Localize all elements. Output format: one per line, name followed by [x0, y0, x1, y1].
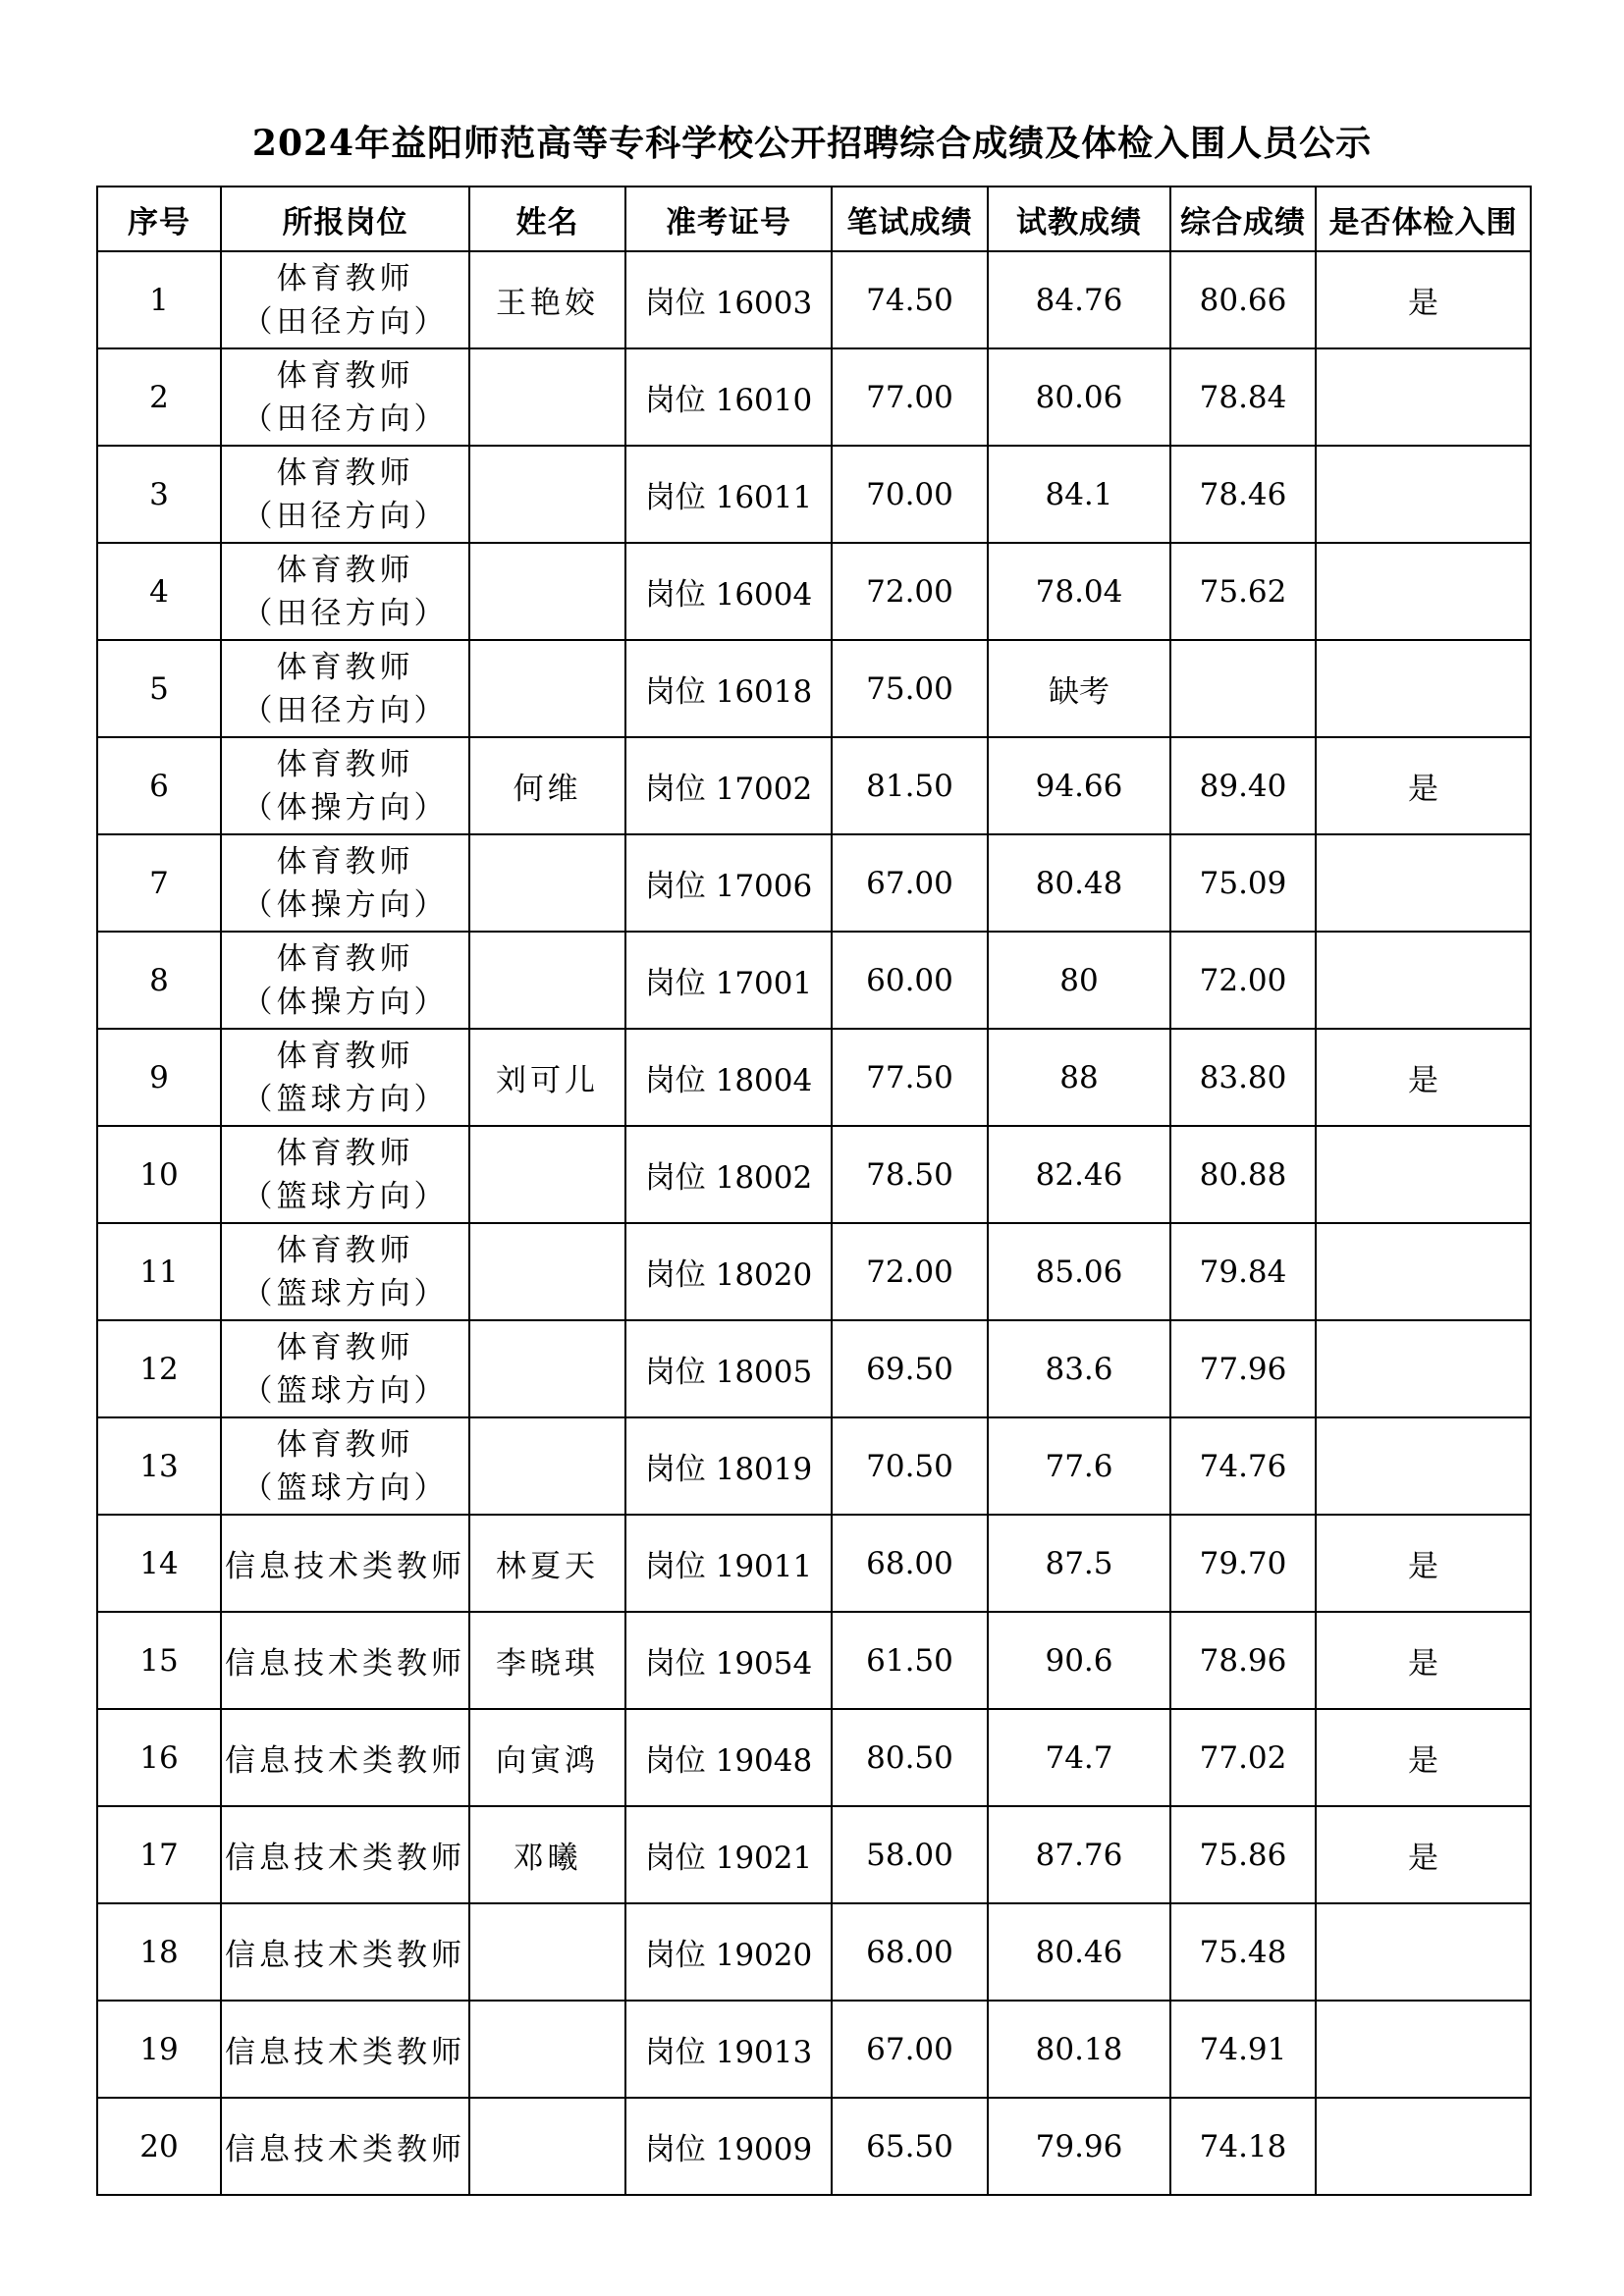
cell-no: 5 [97, 640, 221, 737]
cell-total-score: 74.76 [1170, 1417, 1316, 1515]
post-line: （体操方向） [242, 886, 449, 923]
cell-exam-id: 岗位 19021 [625, 1806, 832, 1903]
cell-total-score: 77.96 [1170, 1320, 1316, 1417]
cell-total-score: 78.84 [1170, 348, 1316, 446]
cell-post [221, 737, 469, 834]
post-line: （篮球方向） [242, 1178, 449, 1214]
cell-trial-score: 88 [988, 1029, 1170, 1126]
cell-no: 2 [97, 348, 221, 446]
cell-total-score: 80.88 [1170, 1126, 1316, 1223]
table-row [97, 932, 1531, 1029]
table-header-row [97, 187, 1531, 251]
table-row [97, 446, 1531, 543]
post-line: （篮球方向） [242, 1275, 449, 1311]
cell-total-score: 74.91 [1170, 2001, 1316, 2098]
cell-trial-score: 82.46 [988, 1126, 1170, 1223]
cell-trial-score: 84.1 [988, 446, 1170, 543]
cell-name: 何维 [469, 737, 625, 834]
cell-exam-id: 岗位 19048 [625, 1709, 832, 1806]
cell-name [469, 446, 625, 543]
cell-name [469, 1903, 625, 2001]
table-row [97, 1612, 1531, 1709]
cell-name [469, 348, 625, 446]
post-line: （体操方向） [242, 984, 449, 1020]
post-line: 体育教师 [276, 1426, 414, 1463]
cell-name: 林夏天 [469, 1515, 625, 1612]
header-post: 所报岗位 [221, 187, 469, 251]
cell-no: 1 [97, 251, 221, 348]
table-row [97, 1126, 1531, 1223]
cell-written-score: 60.00 [832, 932, 988, 1029]
post-line: 体育教师 [276, 357, 414, 394]
cell-no: 11 [97, 1223, 221, 1320]
cell-name [469, 1417, 625, 1515]
cell-total-score: 74.18 [1170, 2098, 1316, 2195]
cell-no: 19 [97, 2001, 221, 2098]
cell-qualified [1316, 1126, 1531, 1223]
post-line: 体育教师 [276, 746, 414, 782]
cell-post [221, 446, 469, 543]
cell-trial-score: 87.5 [988, 1515, 1170, 1612]
cell-no: 10 [97, 1126, 221, 1223]
cell-exam-id: 岗位 16011 [625, 446, 832, 543]
cell-total-score: 78.46 [1170, 446, 1316, 543]
cell-exam-id: 岗位 19054 [625, 1612, 832, 1709]
cell-name: 向寅鸿 [469, 1709, 625, 1806]
cell-exam-id: 岗位 16010 [625, 348, 832, 446]
cell-trial-score: 77.6 [988, 1417, 1170, 1515]
cell-exam-id: 岗位 16003 [625, 251, 832, 348]
cell-name [469, 640, 625, 737]
cell-total-score [1170, 640, 1316, 737]
table-row [97, 1223, 1531, 1320]
cell-written-score: 72.00 [832, 543, 988, 640]
cell-trial-score: 80.06 [988, 348, 1170, 446]
cell-qualified: 是 [1316, 1806, 1531, 1903]
header-exam-id: 准考证号 [625, 187, 832, 251]
cell-name: 刘可儿 [469, 1029, 625, 1126]
post-line: （篮球方向） [242, 1469, 449, 1506]
cell-trial-score: 83.6 [988, 1320, 1170, 1417]
post-line: 体育教师 [276, 454, 414, 491]
cell-qualified [1316, 1223, 1531, 1320]
cell-trial-score: 74.7 [988, 1709, 1170, 1806]
post-line: 体育教师 [276, 260, 414, 296]
post-line: 体育教师 [276, 1135, 414, 1171]
cell-written-score: 68.00 [832, 1515, 988, 1612]
cell-total-score: 80.66 [1170, 251, 1316, 348]
table-row [97, 1417, 1531, 1515]
cell-total-score: 75.62 [1170, 543, 1316, 640]
cell-written-score: 67.00 [832, 834, 988, 932]
cell-trial-score: 78.04 [988, 543, 1170, 640]
cell-qualified [1316, 2001, 1531, 2098]
cell-qualified: 是 [1316, 1029, 1531, 1126]
header-name: 姓名 [469, 187, 625, 251]
cell-name: 李晓琪 [469, 1612, 625, 1709]
cell-total-score: 75.86 [1170, 1806, 1316, 1903]
cell-no: 3 [97, 446, 221, 543]
cell-trial-score: 85.06 [988, 1223, 1170, 1320]
post-line: 体育教师 [276, 843, 414, 880]
cell-written-score: 65.50 [832, 2098, 988, 2195]
cell-no: 7 [97, 834, 221, 932]
cell-post [221, 251, 469, 348]
cell-written-score: 81.50 [832, 737, 988, 834]
cell-total-score: 77.02 [1170, 1709, 1316, 1806]
cell-total-score: 78.96 [1170, 1612, 1316, 1709]
cell-qualified [1316, 348, 1531, 446]
post-line: （体操方向） [242, 789, 449, 826]
cell-post [221, 1417, 469, 1515]
cell-written-score: 77.50 [832, 1029, 988, 1126]
cell-trial-score: 87.76 [988, 1806, 1170, 1903]
cell-post [221, 834, 469, 932]
table-row [97, 543, 1531, 640]
cell-no: 12 [97, 1320, 221, 1417]
cell-trial-score: 80.18 [988, 2001, 1170, 2098]
cell-written-score: 58.00 [832, 1806, 988, 1903]
cell-name [469, 1320, 625, 1417]
cell-written-score: 78.50 [832, 1126, 988, 1223]
cell-qualified [1316, 2098, 1531, 2195]
cell-no: 16 [97, 1709, 221, 1806]
cell-post [221, 1029, 469, 1126]
cell-name [469, 834, 625, 932]
cell-name [469, 1126, 625, 1223]
cell-written-score: 74.50 [832, 251, 988, 348]
table-row [97, 251, 1531, 348]
cell-written-score: 72.00 [832, 1223, 988, 1320]
cell-post [221, 543, 469, 640]
cell-post: 信息技术类教师 [221, 1612, 469, 1709]
cell-exam-id: 岗位 17006 [625, 834, 832, 932]
header-qualified: 是否体检入围 [1316, 187, 1531, 251]
cell-qualified [1316, 640, 1531, 737]
table-row [97, 1903, 1531, 2001]
cell-post [221, 640, 469, 737]
cell-post [221, 1223, 469, 1320]
cell-qualified [1316, 834, 1531, 932]
cell-qualified [1316, 932, 1531, 1029]
cell-trial-score: 94.66 [988, 737, 1170, 834]
cell-exam-id: 岗位 17002 [625, 737, 832, 834]
cell-trial-score: 80 [988, 932, 1170, 1029]
cell-no: 15 [97, 1612, 221, 1709]
cell-no: 8 [97, 932, 221, 1029]
cell-name [469, 543, 625, 640]
cell-qualified: 是 [1316, 1515, 1531, 1612]
cell-exam-id: 岗位 19020 [625, 1903, 832, 2001]
cell-exam-id: 岗位 19013 [625, 2001, 832, 2098]
cell-trial-score: 80.46 [988, 1903, 1170, 2001]
cell-exam-id: 岗位 16018 [625, 640, 832, 737]
cell-post [221, 932, 469, 1029]
cell-written-score: 61.50 [832, 1612, 988, 1709]
table-row [97, 640, 1531, 737]
cell-no: 6 [97, 737, 221, 834]
cell-written-score: 77.00 [832, 348, 988, 446]
cell-no: 18 [97, 1903, 221, 2001]
cell-total-score: 79.70 [1170, 1515, 1316, 1612]
cell-total-score: 79.84 [1170, 1223, 1316, 1320]
table-row [97, 1320, 1531, 1417]
cell-post: 信息技术类教师 [221, 2098, 469, 2195]
table-row [97, 1709, 1531, 1806]
cell-written-score: 75.00 [832, 640, 988, 737]
cell-exam-id: 岗位 18004 [625, 1029, 832, 1126]
cell-post [221, 348, 469, 446]
cell-exam-id: 岗位 18002 [625, 1126, 832, 1223]
header-trial-score: 试教成绩 [988, 187, 1170, 251]
cell-trial-score: 缺考 [988, 640, 1170, 737]
cell-trial-score: 79.96 [988, 2098, 1170, 2195]
table-row [97, 2001, 1531, 2098]
cell-no: 20 [97, 2098, 221, 2195]
cell-exam-id: 岗位 18020 [625, 1223, 832, 1320]
cell-written-score: 70.50 [832, 1417, 988, 1515]
cell-total-score: 75.09 [1170, 834, 1316, 932]
post-line: （田径方向） [242, 303, 449, 340]
post-line: 体育教师 [276, 940, 414, 977]
cell-qualified: 是 [1316, 1709, 1531, 1806]
post-line: （田径方向） [242, 595, 449, 631]
header-total-score: 综合成绩 [1170, 187, 1316, 251]
cell-no: 9 [97, 1029, 221, 1126]
cell-total-score: 83.80 [1170, 1029, 1316, 1126]
cell-qualified [1316, 543, 1531, 640]
cell-qualified [1316, 1320, 1531, 1417]
cell-name [469, 932, 625, 1029]
post-line: （篮球方向） [242, 1081, 449, 1117]
cell-post: 信息技术类教师 [221, 1709, 469, 1806]
post-line: 体育教师 [276, 1329, 414, 1365]
cell-written-score: 70.00 [832, 446, 988, 543]
cell-written-score: 67.00 [832, 2001, 988, 2098]
cell-no: 13 [97, 1417, 221, 1515]
cell-post [221, 1320, 469, 1417]
cell-qualified [1316, 446, 1531, 543]
post-line: （田径方向） [242, 498, 449, 534]
cell-qualified [1316, 1903, 1531, 2001]
cell-qualified: 是 [1316, 1612, 1531, 1709]
table-row [97, 348, 1531, 446]
cell-no: 17 [97, 1806, 221, 1903]
cell-name [469, 1223, 625, 1320]
cell-qualified: 是 [1316, 737, 1531, 834]
cell-name: 王艳姣 [469, 251, 625, 348]
post-line: 体育教师 [276, 1232, 414, 1268]
cell-post: 信息技术类教师 [221, 1515, 469, 1612]
cell-post: 信息技术类教师 [221, 1806, 469, 1903]
cell-exam-id: 岗位 19011 [625, 1515, 832, 1612]
cell-name [469, 2001, 625, 2098]
cell-post [221, 1126, 469, 1223]
post-line: （篮球方向） [242, 1372, 449, 1409]
cell-total-score: 75.48 [1170, 1903, 1316, 2001]
post-line: （田径方向） [242, 400, 449, 437]
header-written-score: 笔试成绩 [832, 187, 988, 251]
cell-qualified: 是 [1316, 251, 1531, 348]
cell-exam-id: 岗位 19009 [625, 2098, 832, 2195]
cell-total-score: 89.40 [1170, 737, 1316, 834]
cell-post: 信息技术类教师 [221, 1903, 469, 2001]
table-body [97, 251, 1531, 2195]
cell-exam-id: 岗位 18005 [625, 1320, 832, 1417]
cell-trial-score: 84.76 [988, 251, 1170, 348]
cell-written-score: 69.50 [832, 1320, 988, 1417]
table-row [97, 1029, 1531, 1126]
cell-no: 4 [97, 543, 221, 640]
post-line: 体育教师 [276, 552, 414, 588]
table-row [97, 1515, 1531, 1612]
results-table [96, 186, 1532, 2196]
table-row [97, 834, 1531, 932]
cell-name [469, 2098, 625, 2195]
cell-name: 邓曦 [469, 1806, 625, 1903]
cell-total-score: 72.00 [1170, 932, 1316, 1029]
table-row [97, 737, 1531, 834]
cell-trial-score: 80.48 [988, 834, 1170, 932]
cell-exam-id: 岗位 17001 [625, 932, 832, 1029]
cell-post: 信息技术类教师 [221, 2001, 469, 2098]
cell-exam-id: 岗位 18019 [625, 1417, 832, 1515]
post-line: （田径方向） [242, 692, 449, 728]
post-line: 体育教师 [276, 1038, 414, 1074]
table-row [97, 2098, 1531, 2195]
cell-written-score: 80.50 [832, 1709, 988, 1806]
cell-no: 14 [97, 1515, 221, 1612]
cell-qualified [1316, 1417, 1531, 1515]
header-no: 序号 [97, 187, 221, 251]
post-line: 体育教师 [276, 649, 414, 685]
page-title: 2024年益阳师范高等专科学校公开招聘综合成绩及体检入围人员公示 [251, 123, 1373, 164]
cell-exam-id: 岗位 16004 [625, 543, 832, 640]
cell-trial-score: 90.6 [988, 1612, 1170, 1709]
table-row [97, 1806, 1531, 1903]
cell-written-score: 68.00 [832, 1903, 988, 2001]
